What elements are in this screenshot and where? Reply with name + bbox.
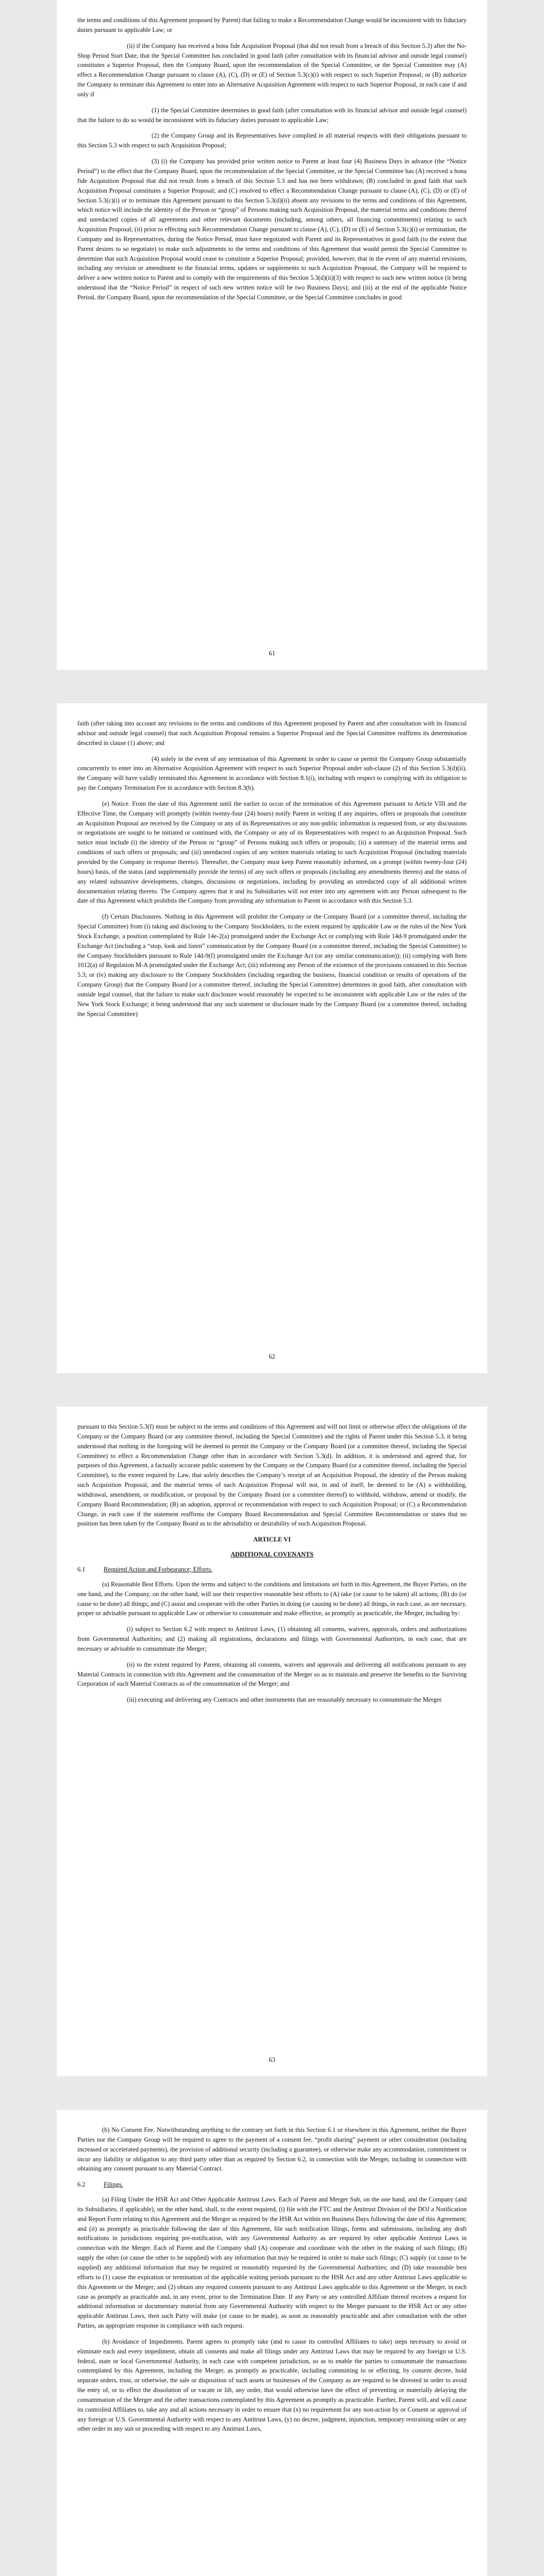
paragraph: (b) Avoidance of Impediments. Parent agrees to promptly take (and to cause its controlled Affiliates to take) steps necessary to avoid or eliminate each and every impediment, obtain all consents and make all filings under any Antitrust Laws that may be required by any foreign or U.S. federal, state or local Governmental Authority, in each case with competent jurisdiction, so as to enable the parties to consummate the transactions contemplated by this Agreement, including the Merger, as promptly as practicable, including committing to or effecting, by consent decree, hold separate orders, trust, or otherwise, the sale or disposition of such assets or businesses of the Company as are required to be divested in order to avoid the entry of, or to effect the dissolution of or vacate or lift, any order, that would otherwise have the effect of preventing or materially delaying the consummation of the Merger and the other transactions contemplated by this Agreement as promptly as practicable. Further, Parent will, and will cause its controlled Affiliates to, take any and all actions necessary in order to ensure that (x) no requirement for any non-action by or Consent or approval of any foreign or U.S. Governmental Authority with respect to any Antitrust Laws, (y) no decree, judgment, injunction, temporary restraining order or any other order in any suit or proceeding with respect to any Antitrust Laws, (77, 2337, 467, 2433)
section-title: Required Action and Forbearance; Efforts. (104, 1565, 212, 1573)
paragraph: (ii) to the extent required by Parent, obtaining all consents, waivers and approvals and delivering all notifications pursuant to any Material Contracts in connection with this Agreement and the consummation of the Merger so as to maintain and preserve the benefits to the Surviving Corporation of such Material Contracts as of the consummation of the Merger; and (77, 1660, 467, 1688)
section-heading (77, 2180, 467, 2190)
document-page (57, 2110, 487, 2576)
document-page (57, 1406, 487, 2076)
paragraph: faith (after taking into account any revisions to the terms and conditions of this Agreement proposed by Parent and after consultation with its financial advisor and outside legal counsel) that such Acquisition Proposal remains a Superior Proposal and the Special Committee reaffirms its determination described in clause (1) above; and (77, 720, 467, 747)
section-heading (77, 1565, 467, 1574)
paragraph: pursuant to this Section 5.3(f) must be subject to the terms and conditions of this Agreement and will not limit or otherwise affect the obligations of the Company or the Company Board (or any committee thereof, including the Special Committee) and the rights of Parent under this Section 5.3, it being understood that nothing in the foregoing will be deemed to permit the Company or the Company Board (or a committee thereof, including the Special Committee) to effect a Recommendation Change other than in accordance with Section 5.3(d). In addition, it is understood and agreed that, for purposes of this Agreement, a factually accurate public statement by the Company or the Company Board (or a committee thereof, including the Special Committee), to the extent required by Law, that solely describes the Company’s receipt of an Acquisition Proposal, the identity of the Person making such Acquisition Proposal, and the material terms of such Acquisition Proposal will not, in and of itself, be deemed to be (A) a withholding, withdrawal, amendment, or modification, or proposal by the Company Board (or a committee thereof) to withhold, withdraw, amend or modify, the Company Board Recommendation; (B) an adoption, approval or recommendation with respect to such Acquisition Proposal; or (C) a Recommendation Change, in each case if the statement reaffirms the Company Board Recommendation and Special Committee Recommendation or states that no position has been taken by the Company Board as to the advisability or desirability of such Acquisition Proposal. (77, 1423, 467, 1528)
paragraph: (e) Notice. From the date of this Agreement until the earlier to occur of the termination of this Agreement pursuant to Article VIII and the Effective Time, the Company will promptly (within twenty-four (24) hours) notify Parent in writing if any inquiries, offers or proposals that constitute an Acquisition Proposal are received by the Company or any of its Representatives or any non-public information is requested from, or any discussions or negotiations are sought to be initiated or continued with, the Company or any of its Representatives with respect to an Acquisition Proposal. Such notice must include (i) the identity of the Person or “group” of Persons making such offers or proposals; (ii) a summary of the material terms and conditions of such offers or proposals; and (iii) unredacted copies of any written materials relating to such Acquisition Proposal (including materials provided by the Company in response thereto). Thereafter, the Company must keep Parent reasonably informed, on a prompt (within twenty-four (24) hours) basis, of the status (and supplementally provide the terms) of any such offers or proposals (including any amendments thereto) and the status of any related substantive developments, changes, discussions or negotiations, including by providing an unredacted copy of all additional written documentation relating thereto. The Company agrees that it and its Subsidiaries will not enter into any agreement with any Person subsequent to the date of this Agreement which prohibits the Company from providing any information to Parent in accordance with this Section 5.3. (77, 800, 467, 905)
paragraph: (2) the Company Group and its Representatives have complied in all material respects with their obligations pursuant to this Section 5.3 with respect to such Acquisition Proposal; (77, 132, 467, 149)
paragraph: (i) subject to Section 6.2 with respect to Antitrust Laws, (1) obtaining all consents, waivers, approvals, orders and authorizations from Governmental Authorities; and (2) making all registrations, declarations and filings with Governmental Authorities, in each case, that are necessary or advisable to consummate the Merger; (77, 1625, 467, 1652)
paragraph: (a) Filing Under the HSR Act and Other Applicable Antitrust Laws. Each of Parent and Merger Sub, on the one hand, and the Company (and its Subsidiaries, if applicable), on the other hand, shall, to the extent required, (i) file with the FTC and the Antitrust Division of the DOJ a Notification and Report Form relating to this Agreement and the Merger as required by the HSR Act within ten Business Days following the date of this Agreement; and (ii) as promptly as practicable following the date of this Agreement, file such notification filings, forms and submissions, including any draft notifications in jurisdictions requiring pre-notification, with any Governmental Authority as are required by other applicable Antitrust Laws in connection with the Merger. Each of Parent and the Company shall (A) cooperate and coordinate with the other in the making of such filings; (B) supply the other (or cause the other to be supplied) with any information that may be required in order to make such filings; (C) supply (or cause to be supplied) any additional information that may be required or reasonably requested by the Governmental Authorities; and (D) take reasonable best efforts to (1) cause the expiration or termination of the applicable waiting periods pursuant to the HSR Act and any other Antitrust Laws applicable to this Agreement or the Merger; and (2) obtain any required consents pursuant to any Antitrust Laws applicable to this Agreement or the Merger, in each case as promptly as practicable and, in any event, prior to the Termination Date. If any Party or any controlled Affiliate thereof receives a request for additional information or documentary material from any Governmental Authority with respect to the Merger pursuant to the HSR Act or any other applicable Antitrust Laws, then such Party will make (or cause to be made), as soon as reasonably practicable and after consultation with the other Parties, an appropriate response in compliance with such request. (77, 2196, 467, 2330)
paragraph: (iii) executing and delivering any Contracts and other instruments that are reasonably necessary to consummate the Merger. (127, 1696, 443, 1704)
paragraph: (ii) if the Company has received a bona fide Acquisition Proposal (that did not result from a breach of this Section 5.3) after the No-Shop Period Start Date, that the Special Committee has concluded in good faith (after consultation with its financial advisor and outside legal counsel) constitutes a Superior Proposal, then the Company Board, upon the recommendation of the Special Committee, or the Special Committee may (A) effect a Recommendation Change pursuant to clause (A), (C), (D) or (E) of Section 5.3(c)(i) with respect to such Superior Proposal; or (B) authorize the Company to terminate this Agreement to enter into an Alternative Acquisition Agreement with respect to such Superior Proposal, in each case if and only if (77, 42, 467, 98)
document-page (57, 0, 487, 670)
paragraph: (1) the Special Committee determines in good faith (after consultation with its financial advisor and outside legal counsel) that the failure to do so would be inconsistent with its fiduciary duties pursuant to applicable Law; (77, 106, 467, 124)
page-number: 61 (269, 650, 275, 657)
paragraph: (f) Certain Disclosures. Nothing in this Agreement will prohibit the Company or the Company Board (or a committee thereof, including the Special Committee) from (i) taking and disclosing to the Company Stockholders, to the extent required by applicable Law or the rules of the New York Stock Exchange, a position contemplated by Rule 14e-2(a) promulgated under the Exchange Act or complying with Rule 14d-9 promulgated under the Exchange Act (including a “stop, look and listen” communication by the Company Board (or a committee thereof, including the Special Committee) to the Company Stockholders pursuant to Rule 14d-9(f) promulgated under the Exchange Act (or any similar communication)); (ii) complying with Item 1012(a) of Regulation M-A promulgated under the Exchange Act; (iii) informing any Person of the existence of the provisions contained in this Section 5.3; or (iv) making any disclosure to the Company Stockholders (including regarding the business, financial condition or results of operations of the Company Group) that the Company Board (or a committee thereof, including the Special Committee) determines in good faith, after consultation with outside legal counsel, that the failure to make such disclosure would reasonably be expected to be inconsistent with applicable Law or the rules of the New York Stock Exchange; it being understood that any such statement or disclosure made by the Company Board (or a committee thereof, including the Special Committee) (77, 913, 467, 1018)
paragraph: (4) solely in the event of any termination of this Agreement in order to cause or permit the Company Group substantially concurrently to enter into an Alternative Acquisition Agreement with respect to such Superior Proposal under sub-clause (2) of this Section 5.3(d)(ii), the Company will have validly terminated this Agreement in accordance with Section 8.1(i), including with respect to complying with its obligation to pay the Company Termination Fee in accordance with Section 8.3(b). (77, 755, 467, 792)
document-page (57, 703, 487, 1373)
section-title: Filings. (104, 2181, 123, 2189)
page-number: 63 (269, 2056, 275, 2064)
section-number: 6.1 (77, 1565, 86, 1573)
paragraph: the terms and conditions of this Agreement proposed by Parent) that failing to make a Recommendation Change would be inconsistent with its fiduciary duties pursuant to applicable Law; or (77, 16, 467, 33)
paragraph: (a) Reasonable Best Efforts. Upon the terms and subject to the conditions and limitations set forth in this Agreement, the Buyer Parties, on the one hand, and the Company, on the other hand, will use their respective reasonable best efforts to (A) take (or cause to be taken) all actions; (B) do (or cause to be done) all things; and (C) assist and cooperate with the other Parties in doing (or causing to be done) all things, in each case, as are necessary, proper or advisable pursuant to applicable Law or otherwise to consummate and make effective, as promptly as practicable, the Merger, including by: (77, 1580, 467, 1617)
article-title: ADDITIONAL COVENANTS (230, 1551, 314, 1558)
page-number: 62 (269, 1353, 275, 1361)
article-heading: ARTICLE VI (253, 1536, 291, 1544)
section-number: 6.2 (77, 2181, 86, 2189)
paragraph: (3) (i) the Company has provided prior written notice to Parent at least four (4) Business Days in advance (the “Notice Period”) to the effect that the Company Board, upon the recommendation of the Special Committee, or the Special Committee has (A) received a bona fide Acquisition Proposal that did not result from a breach of this Section 5.3 and has not been withdrawn; (B) concluded in good faith that such Acquisition Proposal constitutes a Superior Proposal; and (C) resolved to effect a Recommendation Change pursuant to clause (A), (C), (D) or (E) of Section 5.3(c)(i) or to terminate this Agreement pursuant to this Section 5.3(d)(ii) absent any revisions to the terms and conditions of this Agreement, which notice will include the identity of the Person or “group” of Persons making such Acquisition Proposal, the material terms and conditions thereof and unredacted copies of all agreements and other relevant documents (including, among others, all financing commitments) relating to such Acquisition Proposal; (ii) prior to effecting such Recommendation Change pursuant to clause (A), (C), (D) or (E) of Section 5.3(c)(i) or termination, the Company and its Representatives, during the Notice Period, must have negotiated with Parent and its Representatives in good faith (to the extent that Parent desires to so negotiate) to make such adjustments to the terms and conditions of this Agreement that would permit the Special Committee to determine that such Acquisition Proposal would cease to constitute a Superior Proposal; provided, however, that in the event of any material revisions, including any revision or amendment to the financial terms, updates or supplements to such Acquisition Proposal, the Company will be required to deliver a new written notice to Parent and to comply with the requirements of this Section 5.3(d)(ii)(3) with respect to such new written notice (it being understood that the “Notice Period” in respect of such new written notice will be two Business Days); and (iii) at the end of the applicable Notice Period, the Company Board, upon the recommendation of the Special Committee, or the Special Committee concludes in good (77, 158, 467, 301)
paragraph: (b) No Consent Fee. Notwithstanding anything to the contrary set forth in this Section 6.1 or elsewhere in this Agreement, neither the Buyer Parties nor the Company Group will be required to agree to the payment of a consent fee, “profit sharing” payment or other consideration (including increased or accelerated payments), the provision of additional security (including a guarantee), or otherwise make any accommodation, commitment or incur any liability or obligation to any third party other than as required by Section 6.2, in connection with the Merger, including in connection with obtaining any consent pursuant to any Material Contract. (77, 2126, 467, 2173)
